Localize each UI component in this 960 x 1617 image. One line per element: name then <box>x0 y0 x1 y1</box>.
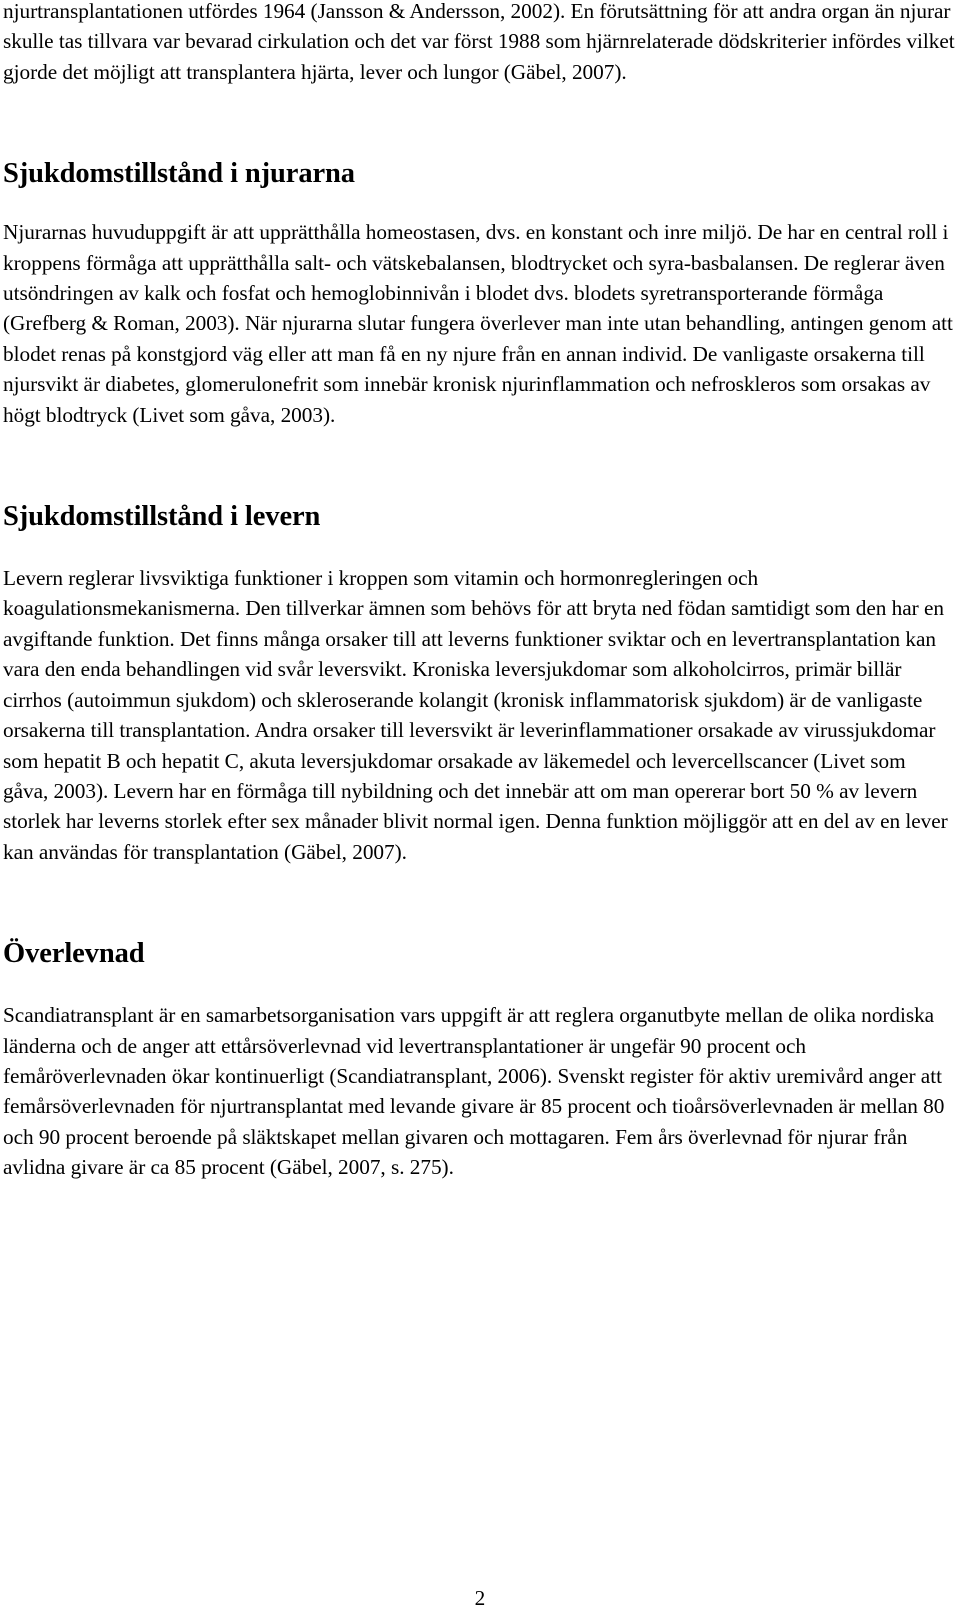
paragraph-njurarna: Njurarnas huvuduppgift är att upprätthålla homeostasen, dvs. en konstant och inre miljö. De har en central roll i kroppens förmåga att upprätthålla salt- och vätskebalansen, blodtrycket och syra-basbalansen. De reglerar även utsöndringen av kalk och fosfat och hemoglobinnivån i blodet dvs. blodets syretransporterande förmåga (Grefberg & Roman, 2003). När njurarna slutar fungera överlever man inte utan behandling, antingen genom att blodet renas på konstgjord väg eller att man få en ny njure från en annan individ. De vanligaste orsakerna till njursvikt är diabetes, glomerulonefrit som innebär kronisk njurinflammation och nefroskleros som orsakas av högt blodtryck (Livet som gåva, 2003). <box>3 220 953 427</box>
heading-levern: Sjukdomstillstånd i levern <box>3 501 321 533</box>
heading-njurarna: Sjukdomstillstånd i njurarna <box>3 158 355 190</box>
page-number: 2 <box>474 1586 486 1610</box>
paragraph-levern: Levern reglerar livsviktiga funktioner i kroppen som vitamin och hormonregleringen och koagulationsmekanismerna. Den tillverkar ämnen som behövs för att bryta ned födan samtidigt som den har en avgiftande funktion. Det finns många orsaker till att leverns funktioner sviktar och en levertransplantation kan vara den enda behandlingen vid svår leversvikt. Kroniska leversjukdomar som alkoholcirros, primär billär cirrhos (autoimmun sjukdom) och skleroserande kolangit (kronisk inflammatorisk sjukdom) är de vanligaste orsakerna till transplantation. Andra orsaker till leversvikt är leverinflammationer orsakade av virussjukdomar som hepatit B och hepatit C, akuta leversjukdomar orsakade av läkemedel och levercellscancer (Livet som gåva, 2003). Levern har en förmåga till nybildning och det innebär att om man opererar bort 50 % av levern storlek har leverns storlek efter sex månader blivit normal igen. Denna funktion möjliggör att en del av en lever kan användas för transplantation (Gäbel, 2007). <box>3 566 948 864</box>
document-body <box>3 0 955 1183</box>
heading-overlevnad: Överlevnad <box>3 938 145 970</box>
paragraph-overlevnad: Scandiatransplant är en samarbetsorganisation vars uppgift är att reglera organutbyte mellan de olika nordiska länderna och de anger att ettårsöverlevnad vid levertransplantationer är ungefär 90 procent och femåröverlevnaden ökar kontinuerligt (Scandiatransplant, 2006). Svenskt register för aktiv uremivård anger att femårsöverlevnaden för njurtransplantat med levande givare är 85 procent och tioårsöverlevnaden är mellan 80 och 90 procent beroende på släktskapet mellan givaren och mottagaren. Fem års överlevnad för njurar från avlidna givare är ca 85 procent (Gäbel, 2007, s. 275). <box>3 1003 945 1180</box>
intro-paragraph: njurtransplantationen utfördes 1964 (Jansson & Andersson, 2002). En förutsättning för att andra organ än njurar skulle tas tillvara var bevarad cirkulation och det var först 1988 som hjärnrelaterade dödskriterier infördes vilket gjorde det möjligt att transplantera hjärta, lever och lungor (Gäbel, 2007). <box>3 0 955 84</box>
